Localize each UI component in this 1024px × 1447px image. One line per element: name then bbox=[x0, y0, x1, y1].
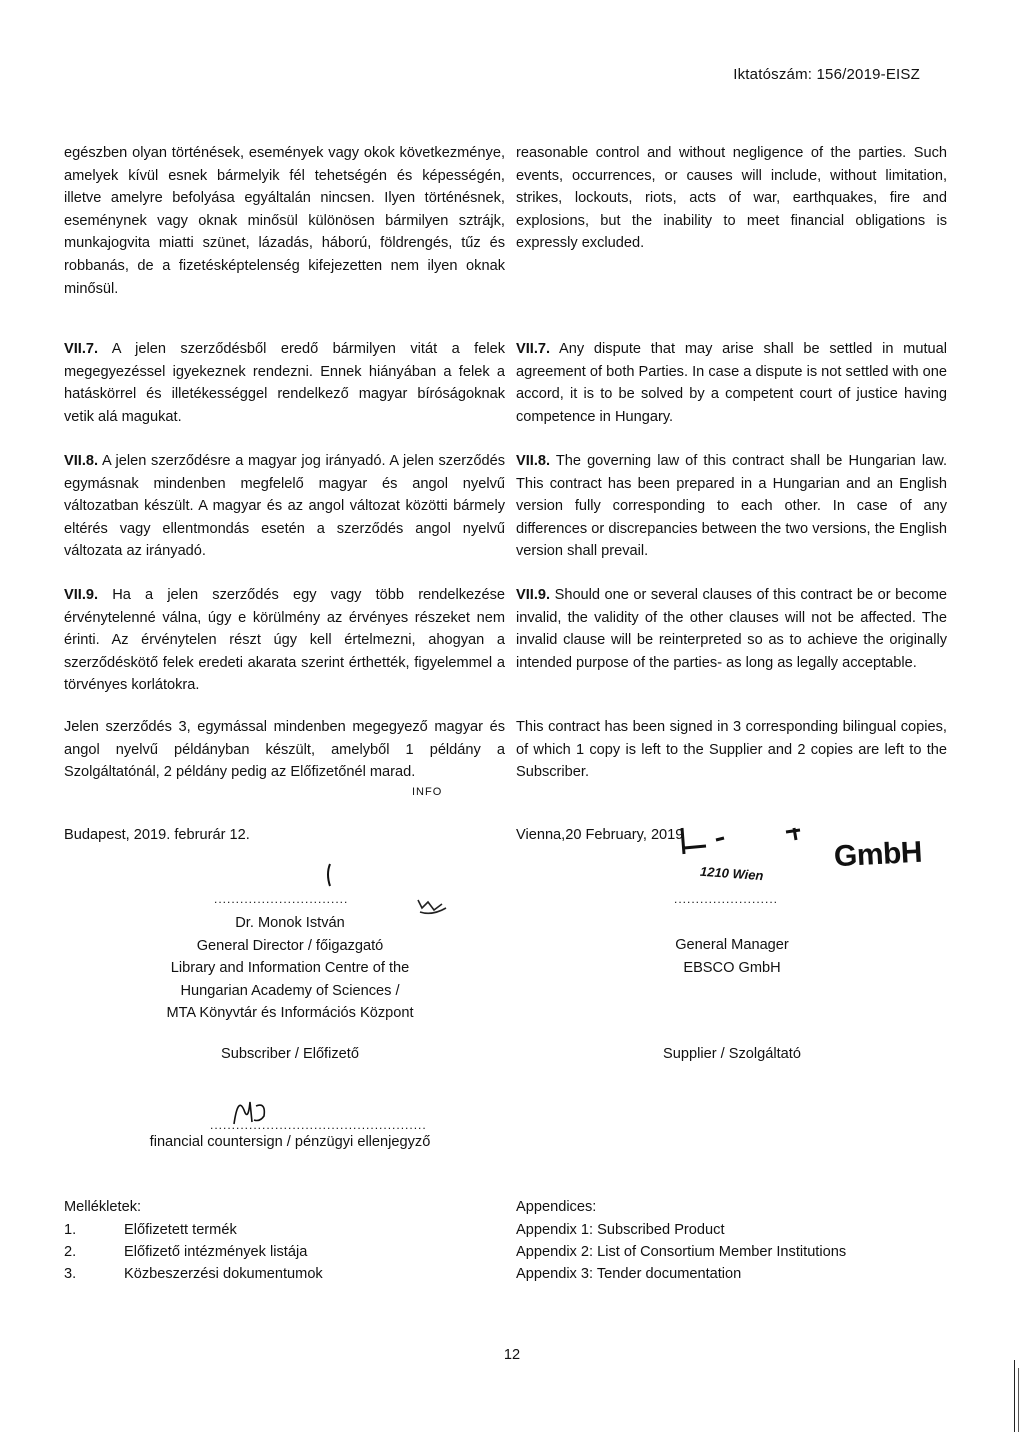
left-place-date: Budapest, 2019. februrár 12. bbox=[64, 827, 250, 843]
supplier-role-label: Supplier / Szolgáltató bbox=[663, 1046, 801, 1062]
organization-line-3: MTA Könyvtár és Információs Központ bbox=[166, 1005, 414, 1022]
list-item-text: Előfizető intézmények listája bbox=[124, 1244, 308, 1260]
copies-text-en: This contract has been signed in 3 corresponding bilingual copies, of which 1 copy is left to the Supplier and 2 copies are left to the Subscriber. bbox=[516, 719, 947, 781]
copies-text-hu: Jelen szerződés 3, egymással mindenben megegyező magyar és angol nyelvű példányban készült, amelyből 1 példány a Szolgáltatónál, 2 példány pedig az Előfizetőnél marad. bbox=[64, 719, 505, 781]
signature-line-left: ............................... bbox=[214, 892, 349, 906]
clause-text: A jelen szerződésből eredő bármilyen vitát a felek megegyezéssel igyekeznek rendezni. Ennek hiányában a felek a hatáskörrel és illetékességgel rendelkező magyar bíróságoknak vetik alá magukat. bbox=[64, 341, 505, 425]
list-item bbox=[64, 1219, 323, 1241]
signature-mark-left bbox=[300, 860, 340, 890]
signatory-title: General Manager bbox=[675, 937, 789, 953]
right-copies-statement bbox=[516, 716, 947, 784]
page-number: 12 bbox=[503, 1347, 521, 1363]
countersign-label: financial countersign / pénzügyi ellenjegyző bbox=[149, 1134, 431, 1150]
subscriber-signature-block bbox=[100, 912, 480, 1025]
list-item bbox=[516, 1219, 846, 1241]
list-item-number: 2. bbox=[64, 1244, 77, 1260]
left-copies-statement bbox=[64, 716, 505, 784]
list-item-number: 1. bbox=[64, 1222, 77, 1238]
stamp-info-fragment: INFO bbox=[412, 786, 443, 798]
right-force-majeure-paragraph bbox=[516, 142, 947, 255]
list-item bbox=[64, 1263, 323, 1285]
list-item-text: Appendix 2: List of Consortium Member Institutions bbox=[516, 1244, 847, 1260]
clause-number: VII.7. bbox=[64, 341, 99, 357]
list-item-number: 3. bbox=[64, 1266, 77, 1282]
list-item bbox=[516, 1263, 846, 1285]
clause-number: VII.9. bbox=[64, 587, 99, 603]
clause-text: A jelen szerződésre a magyar jog irányadó. A jelen szerződés egymásnak mindenben megfelelő magyar és angol nyelvű változatban készült. A magyar és az angol változat közötti bármely eltérés vagy ellentmondás esetén a szerződés angol nyelvű változata az irányadó. bbox=[64, 453, 505, 560]
clause-number: VII.9. bbox=[516, 587, 551, 603]
scan-edge-mark bbox=[1018, 1368, 1019, 1432]
clause-text: The governing law of this contract shall be Hungarian law. This contract has been prepared in a Hungarian and an English version fully corresponding to each other. In case of any differences or discrepancies between the two versions, the English version shall prevail. bbox=[516, 453, 947, 560]
right-place-date: Vienna,20 February, 2019 bbox=[516, 827, 684, 843]
clause-text: Should one or several clauses of this contract be or become invalid, the validity of the other clauses will not be affected. The invalid clause will be reinterpreted so as to achieve the originally intended purpose of the parties- as long as legally acceptable. bbox=[516, 587, 947, 671]
signature-line-right: ........................ bbox=[674, 892, 779, 906]
organization-name: EBSCO GmbH bbox=[683, 959, 781, 976]
signatory-name: Dr. Monok István bbox=[235, 915, 345, 931]
organization-line-2: Hungarian Academy of Sciences / bbox=[180, 982, 400, 999]
list-item-text: Közbeszerzési dokumentumok bbox=[124, 1266, 323, 1282]
right-clause-vii9 bbox=[516, 584, 947, 674]
subscriber-role-label: Subscriber / Előfizető bbox=[221, 1046, 359, 1062]
force-majeure-text-hu: egészben olyan történések, események vagy okok következménye, amelyek kívül esnek bármelyik fél tehetségén és képességén, illetve amelyre befolyása egyáltalán nincsen. Ilyen történésnek, eseménynek vagy oknak minősül különösen bármilyen sztrájk, munkajogvita miatti szünet, lázadás, háború, földrengés, tűz és robbanás, de a fizetésképtelenség kifejezetten nem ilyen oknak minősül. bbox=[64, 145, 505, 297]
appendices-list-en bbox=[516, 1219, 846, 1285]
company-stamp-text: GmbH bbox=[833, 835, 923, 874]
signatory-title: General Director / főigazgató bbox=[196, 937, 384, 954]
list-item bbox=[64, 1241, 323, 1263]
clause-number: VII.7. bbox=[516, 341, 551, 357]
left-force-majeure-paragraph bbox=[64, 142, 505, 300]
supplier-signature-block bbox=[582, 934, 882, 979]
right-clause-vii7 bbox=[516, 338, 947, 428]
document-reference-number: Iktatószám: 156/2019-EISZ bbox=[733, 66, 920, 83]
appendices-title-hu: Mellékletek: bbox=[64, 1199, 142, 1215]
list-item bbox=[516, 1241, 846, 1263]
clause-number: VII.8. bbox=[516, 453, 551, 469]
left-clause-vii9 bbox=[64, 584, 505, 697]
appendices-title-en: Appendices: bbox=[516, 1199, 597, 1215]
clause-text: Any dispute that may arise shall be settled in mutual agreement of both Parties. In case a dispute is not settled with one accord, it is to be solved by a competent court of justice having competence in Hungary. bbox=[516, 341, 947, 425]
clause-number: VII.8. bbox=[64, 453, 99, 469]
left-clause-vii7 bbox=[64, 338, 505, 428]
left-clause-vii8 bbox=[64, 450, 505, 563]
list-item-text: Előfizetett termék bbox=[124, 1222, 237, 1238]
company-stamp-address: 1210 Wien bbox=[699, 863, 764, 884]
signature-mark-right bbox=[676, 818, 826, 858]
list-item-text: Appendix 3: Tender documentation bbox=[516, 1266, 742, 1282]
clause-text: Ha a jelen szerződés egy vagy több rendelkezése érvénytelenné válna, úgy e körülmény az érvényes részeket nem érinti. Az érvénytelen részt úgy kell értelmezni, ahogyan a szerződéskötő felek eredeti akarata szerint érthették, figyelemmel a törvényes korlátokra. bbox=[64, 587, 505, 694]
list-item-text: Appendix 1: Subscribed Product bbox=[516, 1222, 725, 1238]
force-majeure-text-en: reasonable control and without negligence of the parties. Such events, occurrences, or causes will include, without limitation, strikes, lockouts, riots, acts of war, earthquakes, fire and explosions, but the inability to meet financial obligations is expressly excluded. bbox=[516, 145, 947, 252]
appendices-list-hu bbox=[64, 1219, 323, 1285]
organization-line-1: Library and Information Centre of the bbox=[170, 960, 410, 977]
right-clause-vii8 bbox=[516, 450, 947, 563]
countersign-line: .................................................. bbox=[210, 1118, 427, 1132]
scan-edge-mark bbox=[1014, 1360, 1015, 1432]
